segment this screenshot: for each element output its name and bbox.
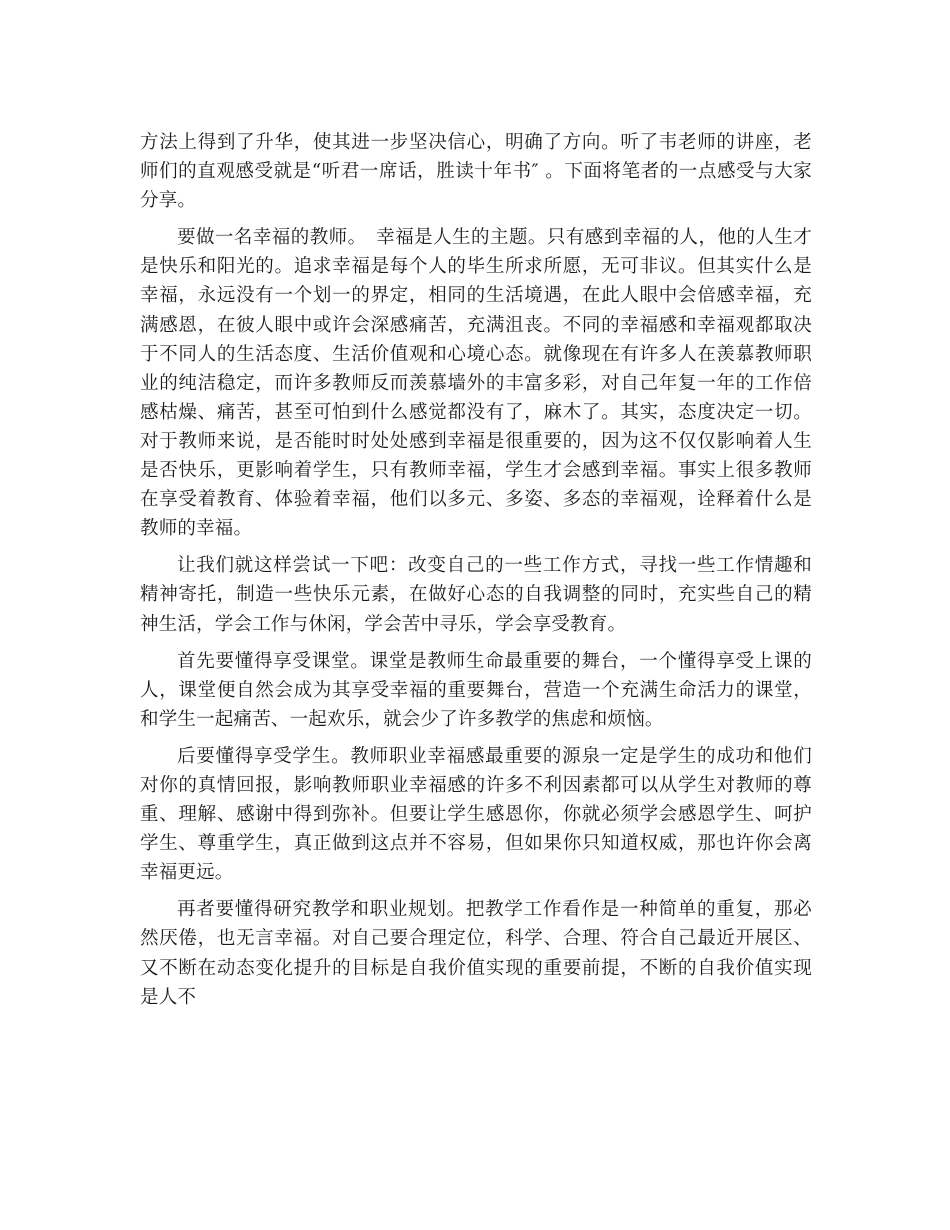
paragraph-try-change: 让我们就这样尝试一下吧：改变自己的一些工作方式，寻找一些工作情趣和精神寄托，制造一些快乐元素，在做好心态的自我调整的同时，充实些自己的精神生活，学会工作与休闲，学会苦中寻乐，学会享受教育。 xyxy=(140,555,812,635)
paragraph-happy-teacher: 要做一名幸福的教师。 幸福是人生的主题。只有感到幸福的人，他的人生才是快乐和阳光的。追求幸福是每个人的毕生所求所愿，无可非议。但其实什么是幸福，永远没有一个划一的界定，相同的生活境遇，在此人眼中会倍感幸福，充满感恩，在彼人眼中或许会深感痛苦，充满沮丧。不同的幸福感和幸福观都取决于不同人的生活态度、生活价值观和心境心态。就像现在有许多人在羡慕教师职业的纯洁稳定，而许多教师反而羡慕墙外的丰富多彩，对自己年复一年的工作倍感枯燥、痛苦，甚至可怕到什么感觉都没有了，麻木了。其实，态度决定一切。对于教师来说，是否能时时处处感到幸福是很重要的，因为这不仅仅影响着人生是否快乐，更影响着学生，只有教师幸福，学生才会感到幸福。事实上很多教师在享受着教育、体验着幸福，他们以多元、多姿、多态的幸福观，诠释着什么是教师的幸福。 xyxy=(140,227,812,540)
paragraph-enjoy-students: 后要懂得享受学生。教师职业幸福感最重要的源泉一定是学生的成功和他们对你的真情回报，影响教师职业幸福感的许多不利因素都可以从学生对教师的尊重、理解、感谢中得到弥补。但要让学生感恩你，你就必须学会感恩学生、呵护学生、尊重学生，真正做到这点并不容易，但如果你只知道权威，那也许你会离幸福更远。 xyxy=(140,745,812,884)
paragraph-enjoy-classroom: 首先要懂得享受课堂。课堂是教师生命最重要的舞台，一个懂得享受上课的人，课堂便自然会成为其享受幸福的重要舞台，营造一个充满生命活力的课堂，和学生一起痛苦、一起欢乐，就会少了许多教学的焦虑和烦恼。 xyxy=(140,650,812,730)
document-page xyxy=(140,128,812,1020)
paragraph-intro: 方法上得到了升华，使其进一步坚决信心，明确了方向。听了韦老师的讲座，老师们的直观感受就是“听君一席话，胜读十年书″ 。下面将笔者的一点感受与大家分享。 xyxy=(140,132,812,212)
paragraph-research-planning: 再者要懂得研究教学和职业规划。把教学工作看作是一种简单的重复，那必然厌倦，也无言幸福。对自己要合理定位，科学、合理、符合自己最近开展区、又不断在动态变化提升的目标是自我价值实现的重要前提，不断的自我价值实现是人不 xyxy=(140,899,812,1008)
